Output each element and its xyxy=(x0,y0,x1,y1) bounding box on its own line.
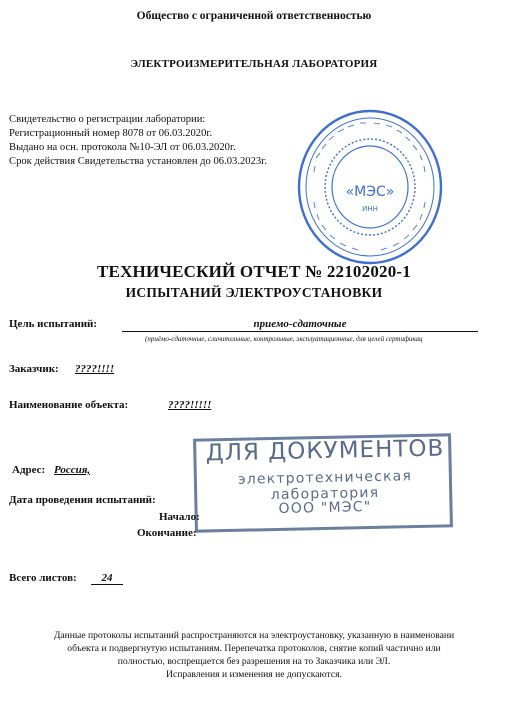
sheets-value: 24 xyxy=(91,572,123,585)
report-subtitle: ИСПЫТАНИЙ ЭЛЕКТРОУСТАНОВКИ xyxy=(125,285,383,300)
object-value: ????!!!!! xyxy=(168,399,212,411)
address-value: Россия, xyxy=(54,464,91,476)
stamp-line: ДЛЯ ДОКУМЕНТОВ xyxy=(205,435,445,467)
laboratory-name: ЭЛЕКТРОИЗМЕРИТЕЛЬНАЯ ЛАБОРАТОРИЯ xyxy=(130,58,378,70)
object-label: Наименование объекта: xyxy=(9,399,129,411)
certificate-line: Свидетельство о регистрации лаборатории: xyxy=(9,114,206,125)
address-label: Адрес: xyxy=(12,464,46,476)
certificate-line: Выдано на осн. протокола №10-ЭЛ от 06.03.2020г. xyxy=(9,142,236,153)
footer-line: Исправления и изменения не допускаются. xyxy=(166,669,342,680)
stamp-center-text: «МЭС» xyxy=(345,184,395,200)
start-label: Начало: xyxy=(159,511,200,523)
sheets-label: Всего листов: xyxy=(9,572,77,584)
footer-line: полностью, воспрещается без разрешения на то Заказчика или ЭЛ. xyxy=(117,656,391,667)
customer-label: Заказчик: xyxy=(9,363,59,375)
report-title: ТЕХНИЧЕСКИЙ ОТЧЕТ № 22102020-1 xyxy=(97,262,411,281)
footer-line: объекта и подвергнутую испытаниям. Перепечатка протоколов, снятие копий частично или xyxy=(67,643,441,654)
customer-value: ????!!!! xyxy=(75,363,115,375)
certificate-line: Регистрационный номер 8078 от 06.03.2020г. xyxy=(9,128,213,139)
end-label: Окончание: xyxy=(137,527,197,539)
stamp-line: электротехническая xyxy=(237,468,413,488)
purpose-hint: (приёмо-сдаточные, сличительные, контрольные, эксплуатационные, для целей сертификац xyxy=(145,335,423,343)
rectangular-stamp xyxy=(190,432,460,544)
purpose-underline xyxy=(122,331,478,332)
footer-line: Данные протоколы испытаний распространяются на электроустановку, указанную в наименовани xyxy=(53,630,455,641)
round-seal-stamp xyxy=(296,108,444,266)
purpose-label: Цель испытаний: xyxy=(9,318,98,330)
organization-type: Общество с ограниченной ответственностью xyxy=(136,10,372,22)
certificate-line: Срок действия Свидетельства установлен до 06.03.2023г. xyxy=(9,156,267,167)
test-date-label: Дата проведения испытаний: xyxy=(9,494,156,506)
purpose-value: приемо-сдаточные xyxy=(253,318,347,330)
stamp-inn-text: ИНН xyxy=(362,205,378,213)
stamp-line: ООО "МЭС" xyxy=(278,499,372,517)
stamp-line: лаборатория xyxy=(270,484,380,504)
